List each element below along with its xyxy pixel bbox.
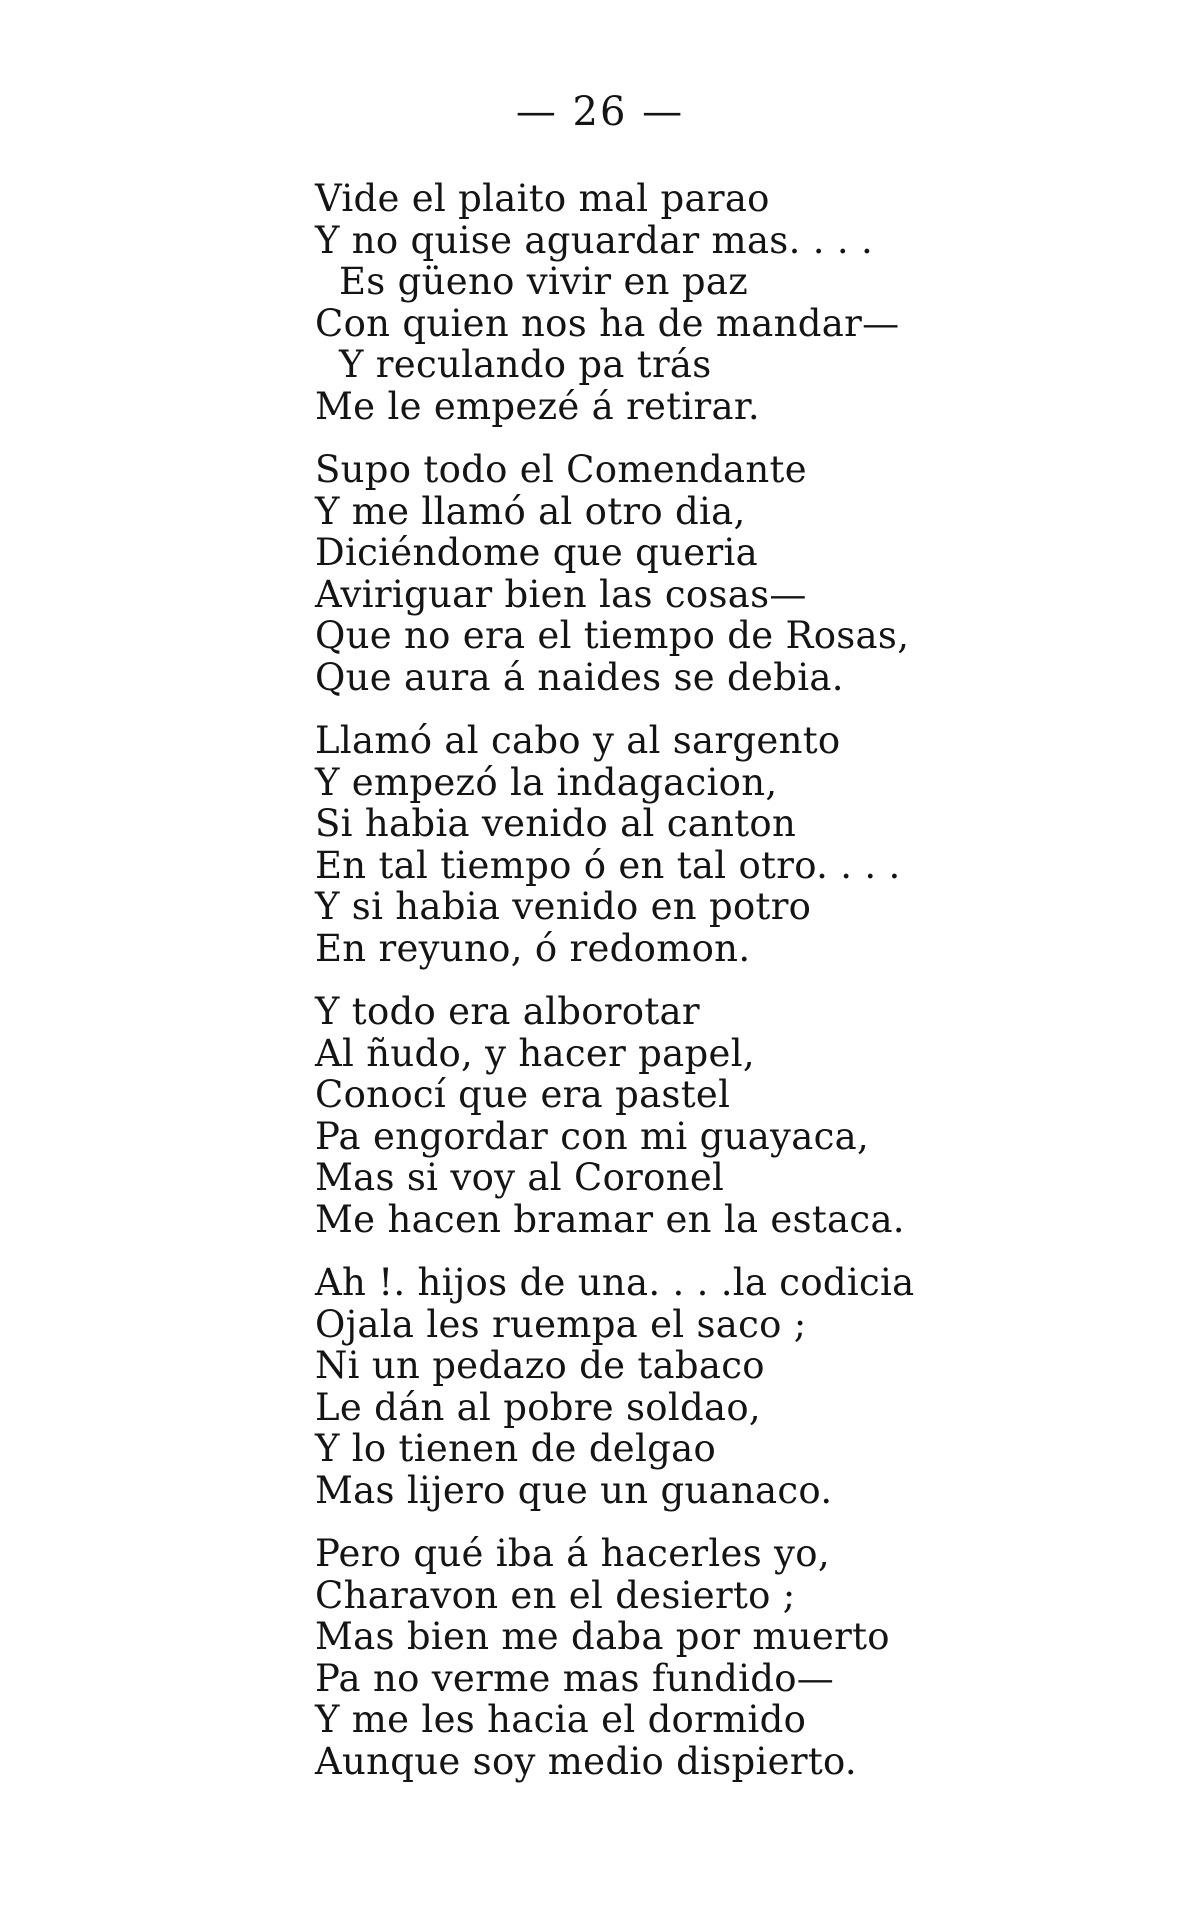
- stanza: [315, 449, 1175, 698]
- verse-line: Si habia venido al canton: [315, 802, 797, 845]
- stanza: [315, 720, 1175, 969]
- stanza: [315, 1262, 1175, 1511]
- verse-line: Pero qué iba á hacerles yo,: [315, 1532, 830, 1575]
- verse-line: Es güeno vivir en paz: [339, 260, 748, 303]
- stanza: [315, 178, 1175, 427]
- verse-line: Le dán al pobre soldao,: [315, 1385, 761, 1429]
- verse-line: Y lo tienen de delgao: [315, 1427, 717, 1470]
- verse-line: Ah !. hijos de una. . . .la codicia: [315, 1261, 915, 1304]
- verse-line: Y me llamó al otro dia,: [315, 489, 746, 533]
- verse-line: Y empezó la indagacion,: [315, 760, 778, 804]
- verse-line: Aviriguar bien las cosas—: [315, 572, 807, 616]
- verse-line: Llamó al cabo y al sargento: [315, 719, 841, 762]
- verse-line: Mas lijero que un guanaco.: [315, 1468, 833, 1512]
- verse-line: Supo todo el Comendante: [315, 448, 807, 491]
- verse-line: En tal tiempo ó en tal otro. . . .: [315, 843, 901, 887]
- verse-line: Y no quise aguardar mas. . . .: [315, 218, 874, 262]
- verse-line: Que aura á naides se debia.: [315, 655, 844, 699]
- verse-line: Diciéndome que queria: [315, 531, 758, 574]
- verse-line: Y reculando pa trás: [339, 343, 712, 386]
- verse-line: Vide el plaito mal parao: [315, 177, 770, 220]
- verse-line: Charavon en el desierto ;: [315, 1573, 796, 1617]
- verse-line: Me hacen bramar en la estaca.: [315, 1197, 905, 1241]
- verse-line: En reyuno, ó redomon.: [315, 926, 751, 970]
- verse-line: Conocí que era pastel: [315, 1073, 731, 1116]
- page-number: — 26 —: [515, 89, 685, 135]
- stanza: [315, 1533, 1175, 1782]
- verse-line: Ni un pedazo de tabaco: [315, 1344, 765, 1387]
- verse-line: Y me les hacia el dormido: [315, 1698, 807, 1741]
- stanza: [315, 991, 1175, 1240]
- verse-line: Con quien nos ha de mandar—: [315, 301, 900, 345]
- verse-line: Que no era el tiempo de Rosas,: [315, 614, 910, 657]
- verse-line: Aunque soy medio dispierto.: [315, 1739, 857, 1783]
- verse-line: Mas bien me daba por muerto: [315, 1615, 890, 1658]
- verse-line: Pa no verme mas fundido—: [315, 1656, 835, 1700]
- verse-line: Ojala les ruempa el saco ;: [315, 1302, 807, 1346]
- verse-line: Pa engordar con mi guayaca,: [315, 1114, 870, 1158]
- poem: [315, 178, 1175, 1804]
- verse-line: Y todo era alborotar: [315, 990, 700, 1033]
- verse-line: Me le empezé á retirar.: [315, 384, 760, 428]
- verse-line: Al ñudo, y hacer papel,: [315, 1031, 755, 1075]
- verse-line: Mas si voy al Coronel: [315, 1156, 725, 1199]
- verse-line: Y si habia venido en potro: [315, 885, 812, 928]
